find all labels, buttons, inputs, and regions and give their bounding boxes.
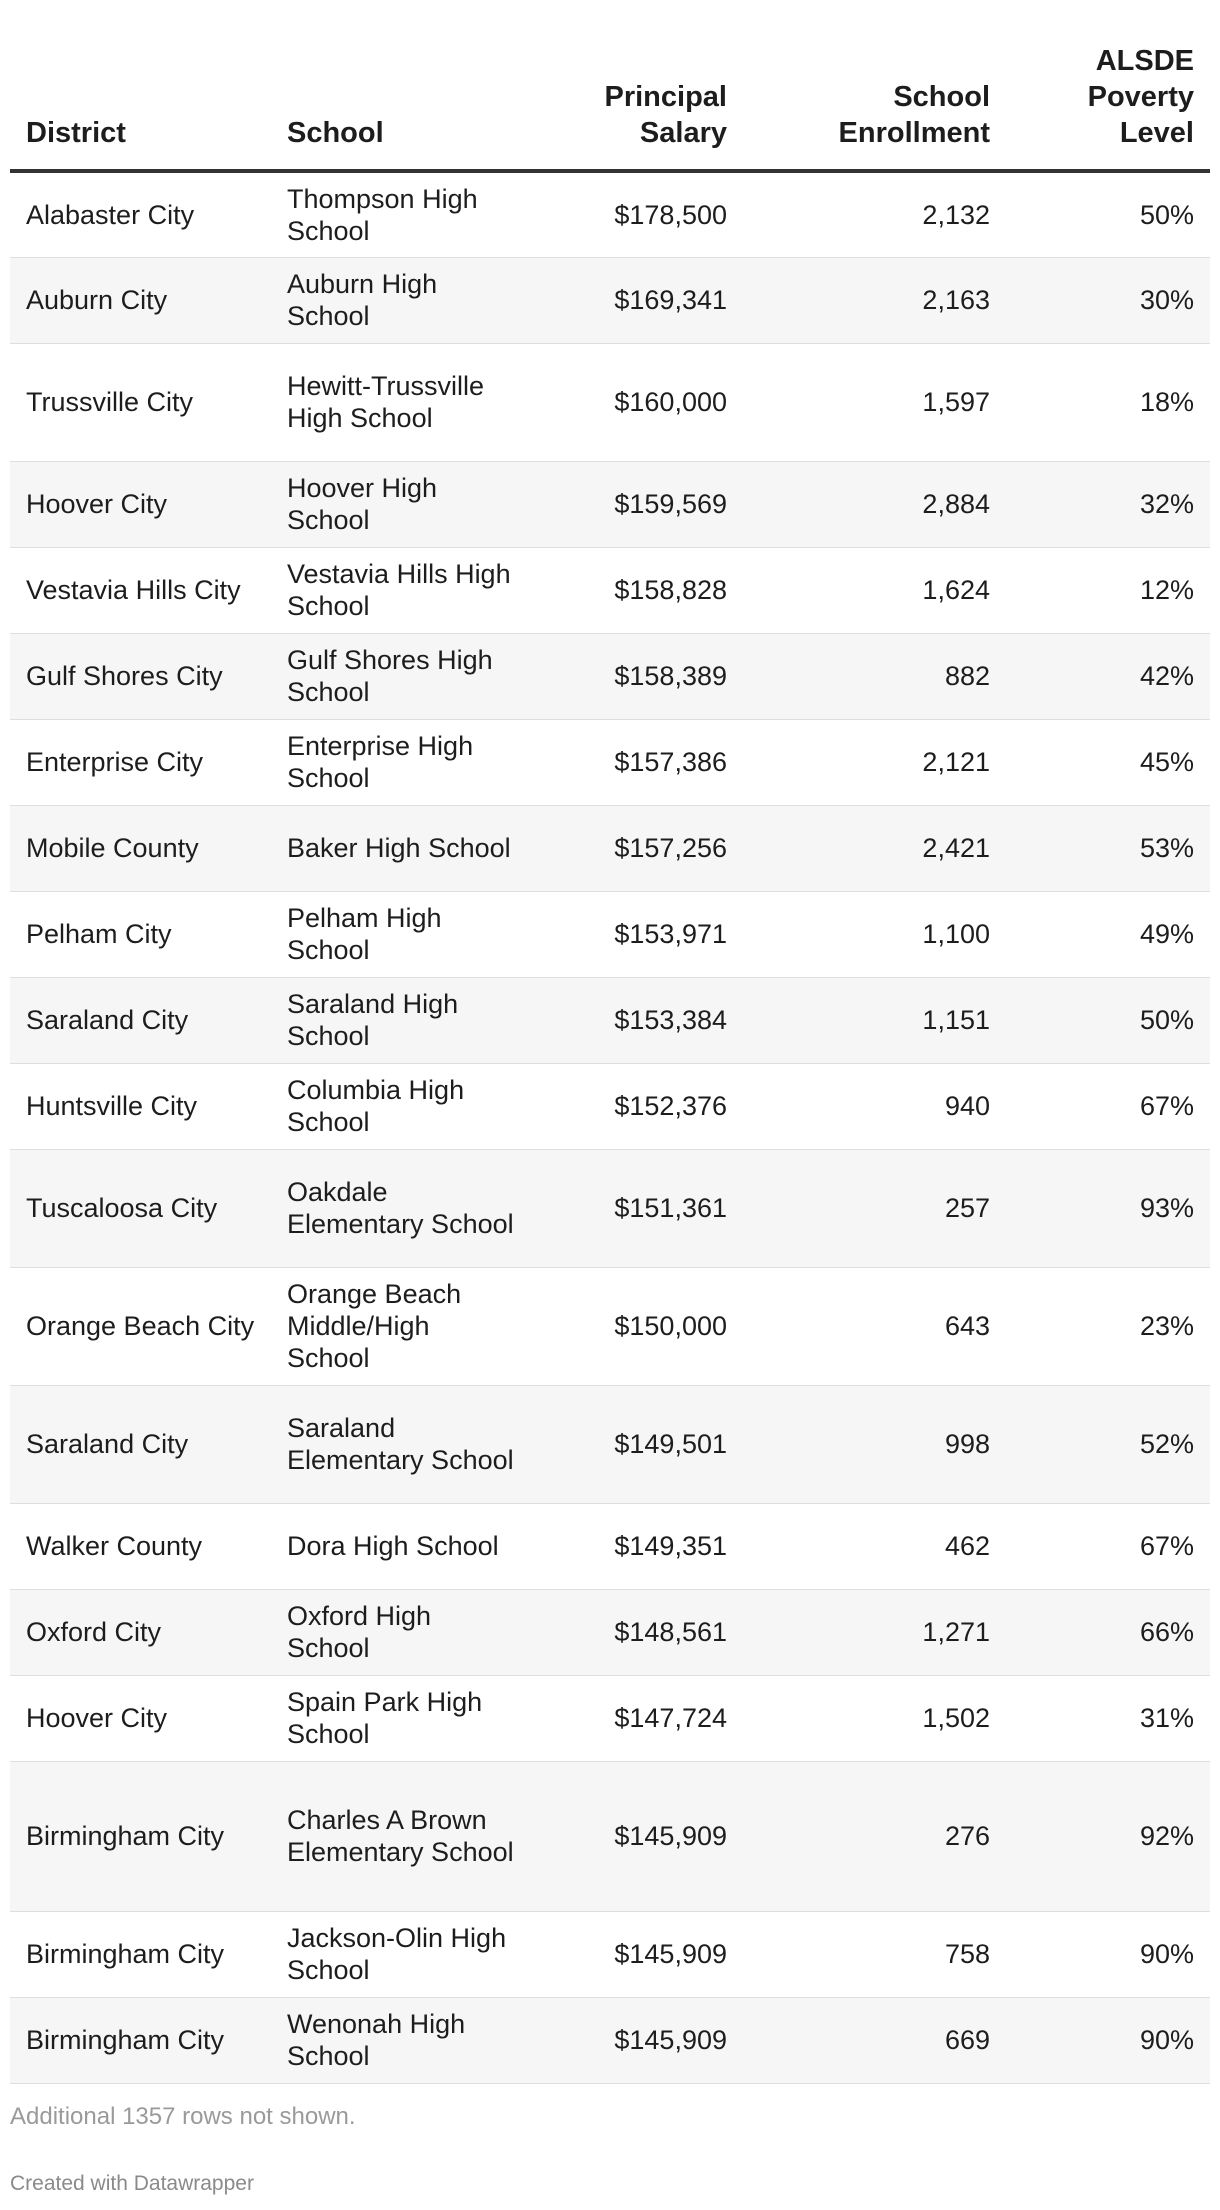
cell-school: Pelham High School [271, 891, 532, 977]
table-row [10, 1503, 1210, 1589]
cell-district: Tuscaloosa City [10, 1149, 271, 1267]
cell-school: Hewitt-Trussville High School [271, 343, 532, 461]
cell-district: Hoover City [10, 1675, 271, 1761]
cell-school-enrollment: 758 [743, 1911, 1006, 1997]
cell-district: Huntsville City [10, 1063, 271, 1149]
cell-school-enrollment: 1,624 [743, 547, 1006, 633]
cell-school: Charles A Brown Elementary School [271, 1761, 532, 1911]
cell-district: Pelham City [10, 891, 271, 977]
cell-school: Saraland High School [271, 977, 532, 1063]
cell-poverty-level: 90% [1006, 1911, 1210, 1997]
cell-school-enrollment: 1,151 [743, 977, 1006, 1063]
cell-poverty-level: 67% [1006, 1063, 1210, 1149]
cell-poverty-level: 92% [1006, 1761, 1210, 1911]
cell-district: Saraland City [10, 977, 271, 1063]
cell-district: Enterprise City [10, 719, 271, 805]
cell-school: Oxford High School [271, 1589, 532, 1675]
cell-principal-salary: $145,909 [532, 1761, 743, 1911]
cell-poverty-level: 18% [1006, 343, 1210, 461]
cell-poverty-level: 42% [1006, 633, 1210, 719]
cell-poverty-level: 32% [1006, 461, 1210, 547]
table-row [10, 171, 1210, 257]
cell-school-enrollment: 2,421 [743, 805, 1006, 891]
table-row [10, 1385, 1210, 1503]
table-row [10, 1267, 1210, 1385]
table-body [10, 171, 1210, 2083]
cell-poverty-level: 90% [1006, 1997, 1210, 2083]
cell-principal-salary: $149,501 [532, 1385, 743, 1503]
cell-school: Vestavia Hills High School [271, 547, 532, 633]
cell-school-enrollment: 1,271 [743, 1589, 1006, 1675]
cell-poverty-level: 23% [1006, 1267, 1210, 1385]
column-header-district[interactable]: District [10, 0, 271, 171]
cell-school-enrollment: 998 [743, 1385, 1006, 1503]
cell-principal-salary: $153,971 [532, 891, 743, 977]
cell-school-enrollment: 2,121 [743, 719, 1006, 805]
cell-principal-salary: $145,909 [532, 1911, 743, 1997]
cell-school-enrollment: 2,163 [743, 257, 1006, 343]
cell-school: Baker High School [271, 805, 532, 891]
header-row [10, 0, 1210, 171]
cell-principal-salary: $158,389 [532, 633, 743, 719]
cell-school-enrollment: 1,502 [743, 1675, 1006, 1761]
cell-principal-salary: $157,256 [532, 805, 743, 891]
column-header-poverty-level[interactable]: ALSDE Poverty Level [1006, 0, 1210, 171]
cell-school: Gulf Shores High School [271, 633, 532, 719]
cell-district: Trussville City [10, 343, 271, 461]
cell-principal-salary: $150,000 [532, 1267, 743, 1385]
cell-principal-salary: $148,561 [532, 1589, 743, 1675]
cell-school-enrollment: 1,597 [743, 343, 1006, 461]
cell-district: Hoover City [10, 461, 271, 547]
cell-principal-salary: $159,569 [532, 461, 743, 547]
cell-poverty-level: 66% [1006, 1589, 1210, 1675]
cell-district: Alabaster City [10, 171, 271, 257]
table-row [10, 1149, 1210, 1267]
table-row [10, 1063, 1210, 1149]
column-header-principal-salary[interactable]: Principal Salary [532, 0, 743, 171]
data-table [10, 0, 1210, 2084]
cell-school-enrollment: 257 [743, 1149, 1006, 1267]
cell-principal-salary: $157,386 [532, 719, 743, 805]
cell-school: Wenonah High School [271, 1997, 532, 2083]
cell-district: Saraland City [10, 1385, 271, 1503]
table-row [10, 719, 1210, 805]
cell-school: Hoover High School [271, 461, 532, 547]
column-header-school-enrollment[interactable]: School Enrollment [743, 0, 1006, 171]
cell-district: Birmingham City [10, 1997, 271, 2083]
table-row [10, 257, 1210, 343]
cell-district: Mobile County [10, 805, 271, 891]
cell-school: Oakdale Elementary School [271, 1149, 532, 1267]
table-row [10, 1589, 1210, 1675]
table-row [10, 343, 1210, 461]
cell-principal-salary: $153,384 [532, 977, 743, 1063]
table-row [10, 805, 1210, 891]
cell-school: Jackson-Olin High School [271, 1911, 532, 1997]
cell-district: Orange Beach City [10, 1267, 271, 1385]
cell-poverty-level: 30% [1006, 257, 1210, 343]
cell-school-enrollment: 643 [743, 1267, 1006, 1385]
cell-school: Spain Park High School [271, 1675, 532, 1761]
table-row [10, 547, 1210, 633]
cell-principal-salary: $160,000 [532, 343, 743, 461]
credit-line: Created with Datawrapper [10, 2172, 254, 2195]
cell-school-enrollment: 1,100 [743, 891, 1006, 977]
cell-poverty-level: 53% [1006, 805, 1210, 891]
cell-principal-salary: $178,500 [532, 171, 743, 257]
cell-poverty-level: 50% [1006, 171, 1210, 257]
cell-poverty-level: 93% [1006, 1149, 1210, 1267]
cell-poverty-level: 31% [1006, 1675, 1210, 1761]
table-row [10, 1911, 1210, 1997]
column-header-school[interactable]: School [271, 0, 532, 171]
cell-school-enrollment: 462 [743, 1503, 1006, 1589]
cell-school: Saraland Elementary School [271, 1385, 532, 1503]
cell-poverty-level: 52% [1006, 1385, 1210, 1503]
cell-school: Orange Beach Middle/High School [271, 1267, 532, 1385]
cell-principal-salary: $149,351 [532, 1503, 743, 1589]
cell-principal-salary: $169,341 [532, 257, 743, 343]
cell-school-enrollment: 2,132 [743, 171, 1006, 257]
table-row [10, 891, 1210, 977]
cell-district: Birmingham City [10, 1911, 271, 1997]
cell-school-enrollment: 276 [743, 1761, 1006, 1911]
cell-school: Thompson High School [271, 171, 532, 257]
table-row [10, 1997, 1210, 2083]
cell-district: Vestavia Hills City [10, 547, 271, 633]
cell-poverty-level: 67% [1006, 1503, 1210, 1589]
cell-principal-salary: $152,376 [532, 1063, 743, 1149]
cell-school: Dora High School [271, 1503, 532, 1589]
cell-school: Columbia High School [271, 1063, 532, 1149]
table-notes: Additional 1357 rows not shown. [10, 2103, 356, 2130]
cell-school-enrollment: 882 [743, 633, 1006, 719]
cell-district: Oxford City [10, 1589, 271, 1675]
cell-district: Walker County [10, 1503, 271, 1589]
cell-district: Gulf Shores City [10, 633, 271, 719]
table-row [10, 461, 1210, 547]
cell-school-enrollment: 2,884 [743, 461, 1006, 547]
cell-school-enrollment: 669 [743, 1997, 1006, 2083]
table-container [10, 0, 1210, 2084]
cell-poverty-level: 45% [1006, 719, 1210, 805]
table-row [10, 977, 1210, 1063]
cell-principal-salary: $145,909 [532, 1997, 743, 2083]
cell-district: Auburn City [10, 257, 271, 343]
cell-school: Enterprise High School [271, 719, 532, 805]
cell-principal-salary: $151,361 [532, 1149, 743, 1267]
table-row [10, 1761, 1210, 1911]
cell-poverty-level: 12% [1006, 547, 1210, 633]
cell-poverty-level: 49% [1006, 891, 1210, 977]
cell-principal-salary: $147,724 [532, 1675, 743, 1761]
cell-poverty-level: 50% [1006, 977, 1210, 1063]
table-row [10, 1675, 1210, 1761]
table-row [10, 633, 1210, 719]
cell-school-enrollment: 940 [743, 1063, 1006, 1149]
cell-district: Birmingham City [10, 1761, 271, 1911]
cell-principal-salary: $158,828 [532, 547, 743, 633]
cell-school: Auburn High School [271, 257, 532, 343]
table-header [10, 0, 1210, 171]
